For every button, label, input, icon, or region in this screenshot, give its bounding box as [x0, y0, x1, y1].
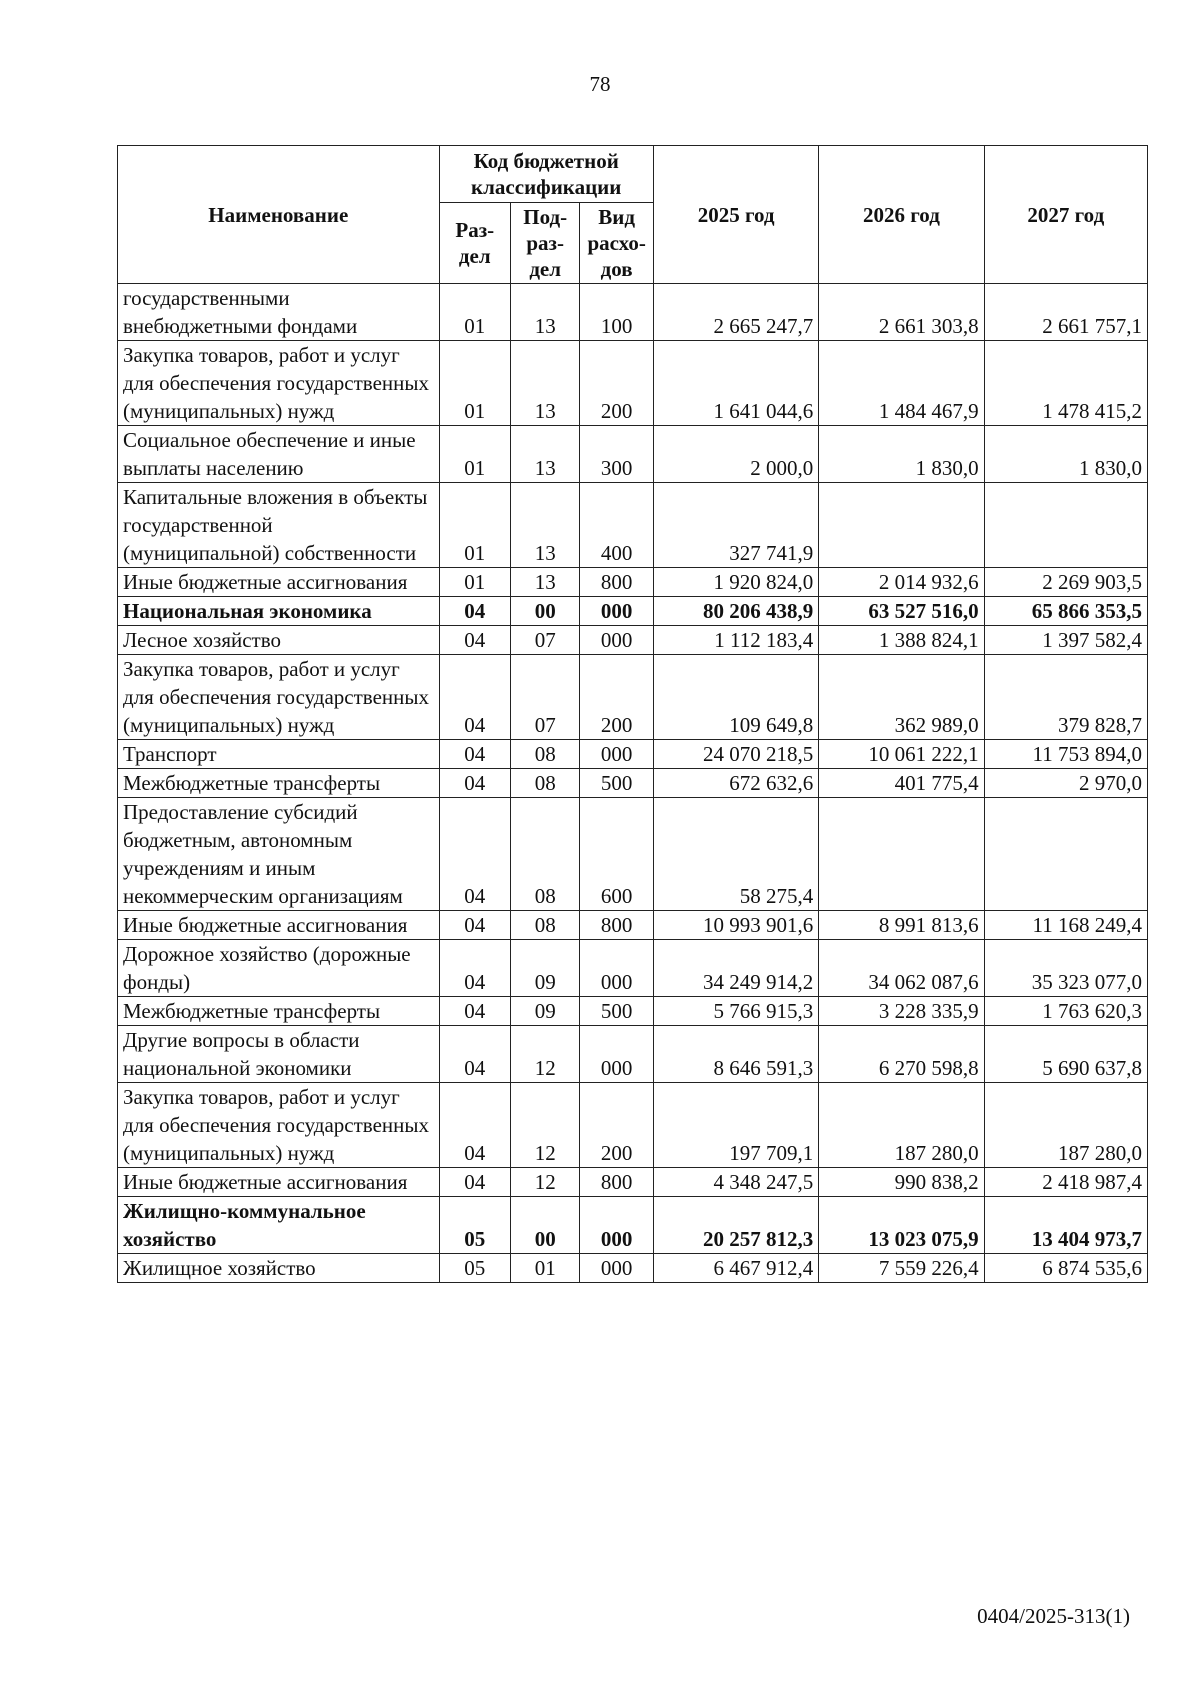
cell-2026: 1 830,0: [819, 426, 984, 483]
cell-section: 04: [439, 740, 510, 769]
cell-expense-type: 000: [580, 1197, 654, 1254]
cell-subsection: 13: [510, 341, 579, 426]
table-row: [118, 1168, 1148, 1197]
cell-2025: 5 766 915,3: [653, 997, 818, 1026]
cell-subsection: 09: [510, 997, 579, 1026]
cell-2025: 80 206 438,9: [653, 597, 818, 626]
cell-2026: 3 228 335,9: [819, 997, 984, 1026]
cell-name: Капитальные вложения в объекты государственной (муниципальной) собственности: [118, 483, 440, 568]
cell-section: 04: [439, 1168, 510, 1197]
cell-name: Закупка товаров, работ и услуг для обеспечения государственных (муниципальных) нужд: [118, 1083, 440, 1168]
cell-2026: 187 280,0: [819, 1083, 984, 1168]
cell-expense-type: 800: [580, 911, 654, 940]
header-2026: 2026 год: [819, 146, 984, 284]
table-row: [118, 597, 1148, 626]
document-code: 0404/2025-313(1): [977, 1604, 1130, 1628]
table-row: [118, 655, 1148, 740]
cell-expense-type: 600: [580, 798, 654, 911]
cell-subsection: 07: [510, 626, 579, 655]
cell-2026: [819, 483, 984, 568]
cell-subsection: 09: [510, 940, 579, 997]
cell-name: Другие вопросы в области национальной экономики: [118, 1026, 440, 1083]
cell-section: 04: [439, 626, 510, 655]
cell-2026: 63 527 516,0: [819, 597, 984, 626]
cell-section: 04: [439, 769, 510, 798]
table-row: [118, 284, 1148, 341]
table-row: [118, 483, 1148, 568]
cell-2025: 10 993 901,6: [653, 911, 818, 940]
cell-subsection: 00: [510, 1197, 579, 1254]
cell-section: 04: [439, 597, 510, 626]
cell-expense-type: 000: [580, 940, 654, 997]
cell-2027: [984, 798, 1147, 911]
cell-2027: 6 874 535,6: [984, 1254, 1147, 1283]
cell-2027: 13 404 973,7: [984, 1197, 1147, 1254]
cell-2027: 1 763 620,3: [984, 997, 1147, 1026]
cell-name: Межбюджетные трансферты: [118, 997, 440, 1026]
header-expense-type: Вид расхо-дов: [580, 203, 654, 284]
cell-name: Дорожное хозяйство (дорожные фонды): [118, 940, 440, 997]
cell-2026: 6 270 598,8: [819, 1026, 984, 1083]
cell-subsection: 01: [510, 1254, 579, 1283]
cell-2026: [819, 798, 984, 911]
cell-2025: 327 741,9: [653, 483, 818, 568]
table-row: [118, 997, 1148, 1026]
cell-2027: [984, 483, 1147, 568]
cell-2025: 672 632,6: [653, 769, 818, 798]
cell-subsection: 13: [510, 568, 579, 597]
cell-2025: 1 641 044,6: [653, 341, 818, 426]
table-row: [118, 341, 1148, 426]
cell-2026: 1 388 824,1: [819, 626, 984, 655]
cell-section: 01: [439, 483, 510, 568]
cell-name: Социальное обеспечение и иные выплаты населению: [118, 426, 440, 483]
table-row: [118, 740, 1148, 769]
cell-expense-type: 200: [580, 655, 654, 740]
header-2027: 2027 год: [984, 146, 1147, 284]
cell-subsection: 13: [510, 483, 579, 568]
cell-name: Жилищно-коммунальное хозяйство: [118, 1197, 440, 1254]
cell-section: 01: [439, 568, 510, 597]
table-row: [118, 426, 1148, 483]
cell-2026: 8 991 813,6: [819, 911, 984, 940]
cell-name: Иные бюджетные ассигнования: [118, 568, 440, 597]
table-row: [118, 568, 1148, 597]
cell-subsection: 13: [510, 284, 579, 341]
cell-name: Лесное хозяйство: [118, 626, 440, 655]
header-code-group: Код бюджетной классификации: [439, 146, 653, 203]
cell-2025: 109 649,8: [653, 655, 818, 740]
cell-subsection: 00: [510, 597, 579, 626]
table-row: [118, 911, 1148, 940]
cell-2025: 2 665 247,7: [653, 284, 818, 341]
cell-section: 04: [439, 1026, 510, 1083]
cell-2026: 10 061 222,1: [819, 740, 984, 769]
cell-2027: 2 661 757,1: [984, 284, 1147, 341]
cell-expense-type: 000: [580, 1026, 654, 1083]
cell-section: 04: [439, 655, 510, 740]
table-row: [118, 626, 1148, 655]
cell-2026: 2 661 303,8: [819, 284, 984, 341]
cell-expense-type: 800: [580, 1168, 654, 1197]
cell-2027: 2 418 987,4: [984, 1168, 1147, 1197]
cell-name: Транспорт: [118, 740, 440, 769]
cell-section: 05: [439, 1197, 510, 1254]
cell-2026: 13 023 075,9: [819, 1197, 984, 1254]
cell-section: 04: [439, 997, 510, 1026]
cell-2027: 187 280,0: [984, 1083, 1147, 1168]
cell-name: Межбюджетные трансферты: [118, 769, 440, 798]
cell-section: 01: [439, 341, 510, 426]
cell-2025: 34 249 914,2: [653, 940, 818, 997]
cell-2026: 34 062 087,6: [819, 940, 984, 997]
cell-2027: 11 753 894,0: [984, 740, 1147, 769]
cell-2025: 8 646 591,3: [653, 1026, 818, 1083]
header-subsection: Под-раз-дел: [510, 203, 579, 284]
cell-name: Закупка товаров, работ и услуг для обеспечения государственных (муниципальных) нужд: [118, 341, 440, 426]
cell-expense-type: 400: [580, 483, 654, 568]
cell-2027: 11 168 249,4: [984, 911, 1147, 940]
cell-2026: 362 989,0: [819, 655, 984, 740]
cell-name: Предоставление субсидий бюджетным, автономным учреждениям и иным некоммерческим организациям: [118, 798, 440, 911]
cell-subsection: 12: [510, 1168, 579, 1197]
cell-expense-type: 200: [580, 1083, 654, 1168]
cell-expense-type: 800: [580, 568, 654, 597]
cell-name: Иные бюджетные ассигнования: [118, 911, 440, 940]
cell-2027: 35 323 077,0: [984, 940, 1147, 997]
cell-section: 01: [439, 426, 510, 483]
cell-2025: 20 257 812,3: [653, 1197, 818, 1254]
cell-expense-type: 300: [580, 426, 654, 483]
header-2025: 2025 год: [653, 146, 818, 284]
table-row: [118, 1197, 1148, 1254]
table-row: [118, 940, 1148, 997]
cell-2026: 2 014 932,6: [819, 568, 984, 597]
cell-subsection: 08: [510, 798, 579, 911]
cell-2025: 24 070 218,5: [653, 740, 818, 769]
cell-expense-type: 500: [580, 769, 654, 798]
table-row: [118, 1026, 1148, 1083]
cell-subsection: 08: [510, 911, 579, 940]
cell-section: 05: [439, 1254, 510, 1283]
table-row: [118, 1083, 1148, 1168]
cell-2027: 1 397 582,4: [984, 626, 1147, 655]
cell-section: 04: [439, 911, 510, 940]
cell-2026: 1 484 467,9: [819, 341, 984, 426]
cell-name: Национальная экономика: [118, 597, 440, 626]
cell-expense-type: 000: [580, 626, 654, 655]
cell-expense-type: 000: [580, 1254, 654, 1283]
cell-name: Жилищное хозяйство: [118, 1254, 440, 1283]
table-row: [118, 1254, 1148, 1283]
cell-2027: 65 866 353,5: [984, 597, 1147, 626]
cell-2025: 4 348 247,5: [653, 1168, 818, 1197]
cell-section: 04: [439, 1083, 510, 1168]
budget-table: [117, 145, 1148, 1283]
cell-2027: 5 690 637,8: [984, 1026, 1147, 1083]
cell-2025: 58 275,4: [653, 798, 818, 911]
header-name: Наименование: [118, 146, 440, 284]
cell-2027: 1 478 415,2: [984, 341, 1147, 426]
cell-section: 04: [439, 940, 510, 997]
header-section: Раз-дел: [439, 203, 510, 284]
table-row: [118, 769, 1148, 798]
cell-expense-type: 000: [580, 740, 654, 769]
cell-section: 04: [439, 798, 510, 911]
cell-expense-type: 100: [580, 284, 654, 341]
cell-subsection: 13: [510, 426, 579, 483]
page-number: 78: [589, 72, 611, 96]
cell-name: Иные бюджетные ассигнования: [118, 1168, 440, 1197]
cell-2025: 6 467 912,4: [653, 1254, 818, 1283]
cell-expense-type: 000: [580, 597, 654, 626]
cell-subsection: 08: [510, 769, 579, 798]
cell-2027: 1 830,0: [984, 426, 1147, 483]
cell-expense-type: 500: [580, 997, 654, 1026]
cell-subsection: 12: [510, 1026, 579, 1083]
cell-subsection: 07: [510, 655, 579, 740]
cell-subsection: 08: [510, 740, 579, 769]
cell-2027: 379 828,7: [984, 655, 1147, 740]
cell-2026: 990 838,2: [819, 1168, 984, 1197]
cell-2025: 2 000,0: [653, 426, 818, 483]
table-row: [118, 798, 1148, 911]
cell-2027: 2 269 903,5: [984, 568, 1147, 597]
cell-name: Закупка товаров, работ и услуг для обеспечения государственных (муниципальных) нужд: [118, 655, 440, 740]
cell-2026: 7 559 226,4: [819, 1254, 984, 1283]
cell-2025: 197 709,1: [653, 1083, 818, 1168]
cell-expense-type: 200: [580, 341, 654, 426]
cell-subsection: 12: [510, 1083, 579, 1168]
cell-2027: 2 970,0: [984, 769, 1147, 798]
cell-name: государственными внебюджетными фондами: [118, 284, 440, 341]
cell-2025: 1 920 824,0: [653, 568, 818, 597]
cell-2025: 1 112 183,4: [653, 626, 818, 655]
cell-2026: 401 775,4: [819, 769, 984, 798]
cell-section: 01: [439, 284, 510, 341]
